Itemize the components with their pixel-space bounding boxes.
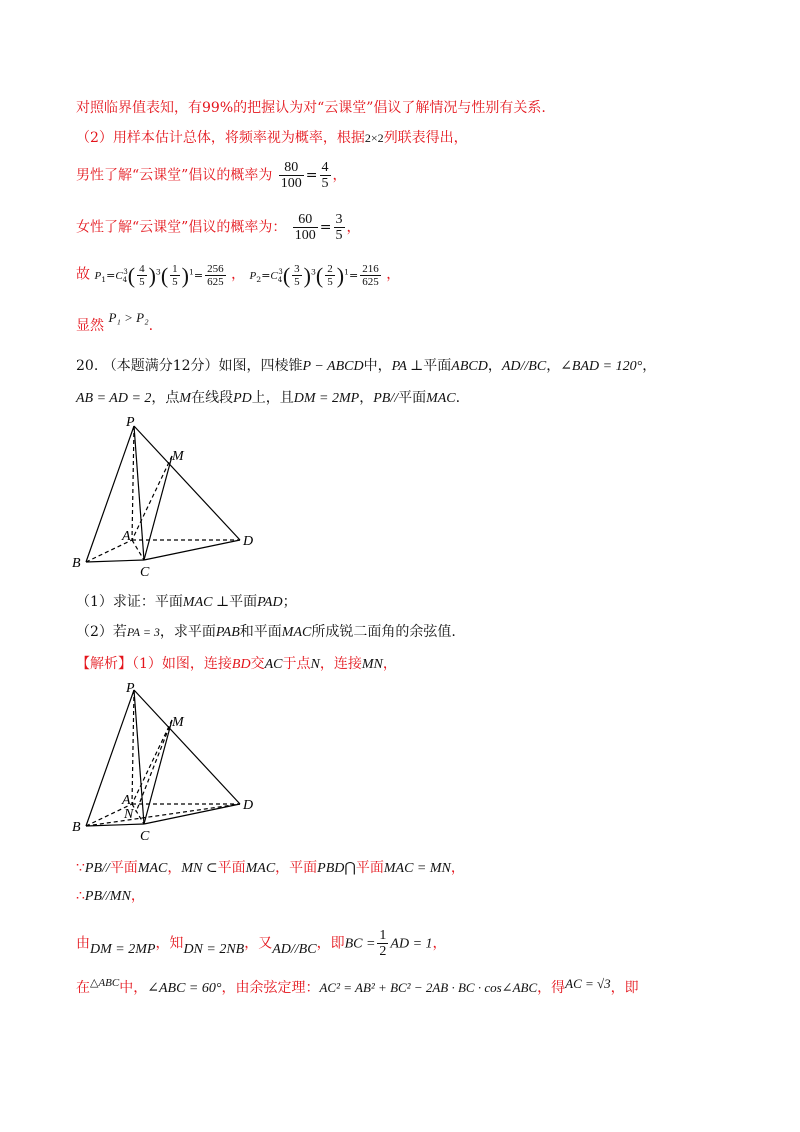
edge-PA [132,426,134,540]
question-20-line-1: 20. （本题满分12分）如图，四棱锥P − ABCD中，PA ⊥平面ABCD，AD//BC，∠BAD = 120°， [76,358,657,374]
math-expression: DM = 2MP [293,391,360,406]
label-D: D [243,798,254,813]
edge-CD [144,540,240,560]
label-P: P [126,681,135,696]
edge-MC [144,720,172,824]
answer-line-5: 故 $P_1=C_4^3$( $\frac{4}{5}$ )$^3$( $\frac{1}{5}$ )$^1$= $\frac{256}{625}$ ， $P_2=C_4^3$( $\frac{3}{5}$ )$^3$( $\frac{2}{5}$ )$^1$= $\frac{216}{625}$ ， [76,262,401,289]
solution-line-5: 在$^{\triangle ABC}$中，∠ABC = 60°，由余弦定理：AC² = AB² + BC² − 2AB · BC · cos∠ABC，得AC = √3，即 [76,976,639,996]
edge-MA [132,720,172,804]
answer-text: 男性了解“云课堂”倡议的概率为 [76,167,273,184]
label-M: M [172,449,184,464]
fraction: $\frac{4}{5}$ [321,160,329,191]
solution-line-4: 由DM = 2MP，知DN = 2NB，又AD//BC，即BC = $\frac{1}{2}$ AD = 1， [76,928,447,959]
probability-p1: $P_1=C_4^3$( $\frac{4}{5}$ )$^3$( $\frac{1}{5}$ )$^1$= $\frac{256}{625}$ [94,262,224,289]
label-A: A [122,529,131,544]
math-expression: PA ⊥ [391,359,424,374]
answer-line-3: 男性了解“云课堂”倡议的概率为 $\frac{80}{100}$ = $\frac{4}{5}$ ， [76,160,347,191]
sub-question-1: （1）求证：平面MAC ⊥平面PAD； [76,594,297,610]
answer-text: 故 [76,266,90,283]
math-expression: ABCD [451,359,488,374]
edge-PA [132,690,134,804]
answer-text: 列联表得出， [383,130,468,146]
edge-BC [86,560,144,562]
pyramid-figure-1 [68,412,268,580]
answer-line-1 [76,98,546,118]
answer-text: 女性了解“云课堂”倡议的概率为： [76,219,287,236]
fraction: $\frac{1}{2}$ [379,928,387,959]
edge-MA [132,456,172,540]
math-expression: 2×2 [364,131,384,145]
sub-question-2: （2）若PA = 3，求平面PAB和平面MAC所成锐二面角的余弦值. [76,624,456,640]
edge-PD [134,690,240,804]
edge-PD [134,426,240,540]
label-D: D [243,534,254,549]
math-expression: P₁ > P₂ [108,310,149,325]
edge-MC [144,456,172,560]
label-B: B [72,820,81,835]
label-B: B [72,556,81,571]
label-M: M [172,715,184,730]
edge-CD [144,804,240,824]
math-expression: AD//BC [501,359,547,374]
answer-line-4: 女性了解“云课堂”倡议的概率为： $\frac{60}{100}$ = $\frac{3}{5}$ ， [76,212,361,243]
answer-line-2 [76,128,468,148]
pyramid-figure-2 [68,676,268,846]
edge-MN [136,720,172,812]
math-expression: AB = AD = 2 [76,391,152,406]
math-expression: P − ABCD [302,359,364,374]
label-C: C [140,565,150,580]
answer-line-6: 显然 P₁ > P₂. [76,310,154,334]
answer-text: 对照临界值表知，有99%的把握认为对“云课堂”倡议了解情况与性别有关系. [76,100,546,116]
fraction: $\frac{3}{5}$ [335,212,343,243]
edge-BD [86,804,240,826]
label-C: C [140,829,150,844]
fraction: $\frac{80}{100}$ [280,160,302,191]
question-text: 20. （本题满分12分）如图，四棱锥 [76,358,303,374]
label-A: A [122,793,131,808]
math-expression: ∠BAD = 120° [560,359,643,374]
label-P: P [126,415,135,430]
solution-line-1: 【解析】（1）如图，连接BD交AC于点N，连接MN， [76,656,397,672]
fraction: $\frac{60}{100}$ [294,212,316,243]
label-N: N [124,807,134,822]
answer-text: （2）用样本估计总体，将频率视为概率，根据 [76,130,365,146]
question-20-line-2: AB = AD = 2，点M在线段PD上，且DM = 2MP，PB//平面MAC. [76,390,461,406]
solution-line-3: ∴PB//MN， [76,888,145,904]
probability-p2: $P_2=C_4^3$( $\frac{3}{5}$ )$^3$( $\frac{2}{5}$ )$^1$= $\frac{216}{625}$ [249,262,379,289]
answer-text: 显然 [76,318,104,334]
solution-line-2: ∵PB//平面MAC，MN ⊂平面MAC，平面PBD⋂平面MAC = MN， [76,860,465,876]
